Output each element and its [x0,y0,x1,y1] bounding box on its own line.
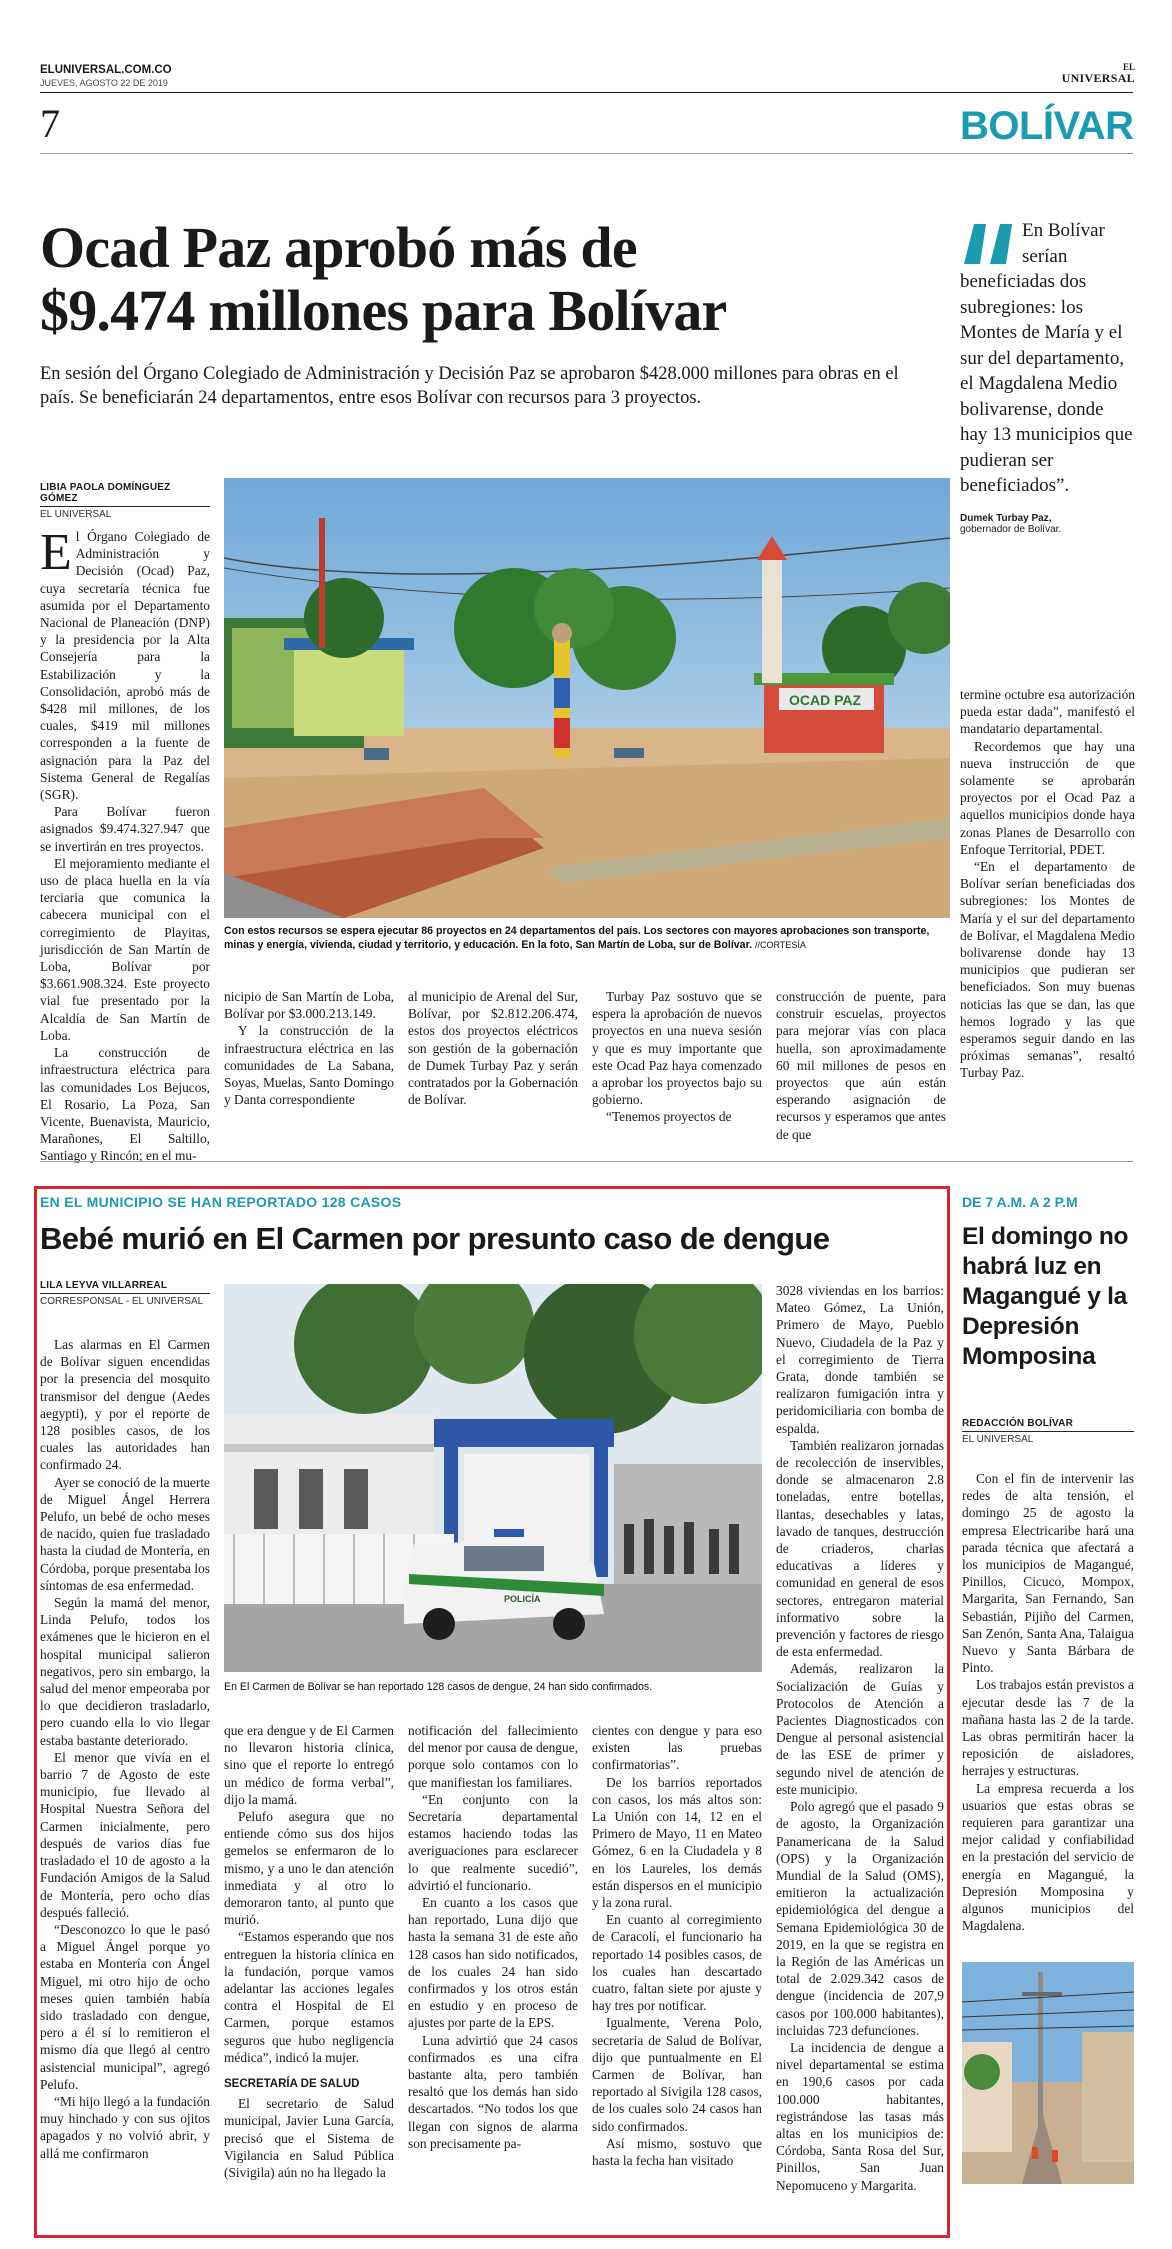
story2-col3-para-1: notificación del fallecimiento del menor por causa de dengue, porque solo contamos con lo que manifiestan los familiares. [408,1723,578,1790]
story2-col1-para-3: Según la mamá del menor, Linda Pelufo, todos los exámenes que le hicieron en el hospital municipal salieron negativos, pero sin embargo, la salud del menor empeoraba por lo que decidieron trasladarlo, pero cuando ella lo vio llegar estaba bastante deteriorado. [40,1595,210,1748]
quote-role: gobernador de Bolívar. [960,523,1062,535]
story1-column-5 [776,988,946,1143]
pull-quote [960,218,1135,535]
story3-para-1: Con el fin de intervenir las redes de alta tensión, el domingo 25 de agosto la empresa Electricaribe hará una parada técnica que afectará a los municipios de Magangué, Pinillos, Cicuco, Mompox, Margarita, San Fernando, San Sebastián, Pijiño del Carmen, San Zenón, Santa Ana, Talaigua Nuevo y Santa Bárbara de Pinto. [962,1471,1134,1676]
police-car-text: POLICÍA [504,1594,541,1604]
story2-headline: Bebé murió en El Carmen por presunto caso de dengue [40,1221,830,1256]
story1-col1-para-3: El mejoramiento mediante el uso de placa huella en la vía terciaria que comunica la cabecera municipal con el corregimiento de Playitas, jurisdicción de San Martín de Loba, Bolívar por $3.661.908.324. Este proyecto vial fue presentado por la Alcaldía de San Martín de Loba. [40,855,210,1043]
story2-col1-para-6: “Mi hijo llegó a la fundación muy hinchado y con sus ojitos apagados y no volvió abrir, y allá me confirmaron [40,2093,210,2161]
photo-sign-text: OCAD PAZ [789,692,862,708]
site-url[interactable]: ELUNIVERSAL.COM.CO [40,64,172,76]
story2-byline-organization: CORRESPONSAL - EL UNIVERSAL [40,1296,204,1307]
story1-photo [224,478,950,918]
story2-col5-para-3: Además, realizaron la Socialización de Guías y Protocolos de Atención a Pacientes Diagnosticados con Dengue al personal asistencial de las ESE de primer y segundo nivel de atención de este municipio. [776,1661,944,1797]
quote-author: Dumek Turbay Paz, [960,512,1052,524]
story3-column [962,1470,1134,1934]
masthead-rule [40,92,1133,93]
story1-col6-para-1: termine octubre esa autorización pueda estar dada”, manifestó el mandatario departamental. [960,687,1135,737]
story2-col1-para-2: Ayer se conoció de la muerte de Miguel Ángel Herrera Pelufo, un bebé de ocho meses de nacido, quien fue trasladado hasta la ciudad de Montería, en Córdoba, porque presentaba los síntomas de esa enfermedad. [40,1474,210,1593]
byline-author: LIBIA PAOLA DOMÍNGUEZ GÓMEZ [40,482,210,507]
story2-col5-para-1: 3028 viviendas en los barrios: Mateo Gómez, La Unión, Primero de Mayo, Pueblo Nuevo, Ciudadela de la Paz y el corregimiento de Tierra Grata, donde también se realizaron fumigación intra y peridomiciliaria con bomba de espalda. [776,1283,944,1436]
story1-col4-para-1: Turbay Paz sostuvo que se espera la aprobación de nuevos proyectos en una nueva sesión y que es muy importante que este Ocad Paz haya comenzado a aprobar los proyectos bajo su gobierno. [592,989,762,1108]
story2-col3-para-3: En cuanto a los casos que han reportado, Luna dijo que hasta la semana 31 de este año 128 casos han sido notificados, de los cuales 24 han sido confirmados y los otros están en estudio y en proceso de ajustes por parte de la EPS. [408,1895,578,2031]
story2-byline-author: LILA LEYVA VILLARREAL [40,1280,210,1294]
story3-photo [962,1962,1134,2184]
quote-mark-icon [960,220,1016,266]
story2-column-3 [408,1722,578,2152]
story2-photo-caption: En El Carmen de Bolívar se han reportado 128 casos de dengue, 24 han sido confirmados. [224,1681,653,1693]
story2-col3-para-2: “En conjunto con la Secretaría departamental estamos haciendo todas las averiguaciones para esclarecer lo que realmente sucedió”, advirtió el funcionario. [408,1791,578,1893]
story1-col5-para-1: construcción de puente, para construir escuelas, proyectos para mejorar vías con placa huella, son aproximadamente 60 mil millones de pesos en proyectos que aún están esperando asignación de recursos y esperamos que antes de que [776,989,946,1142]
story1-col1-para-2: Para Bolívar fueron asignados $9.474.327.947 que se invertirán en tres proyectos. [40,804,210,854]
story1-headline-line2: $9.474 millones para Bolívar [40,278,727,343]
story1-col4-para-2: “Tenemos proyectos de [606,1109,732,1125]
story3-kicker: DE 7 A.M. A 2 P.M [962,1194,1078,1210]
story1-col6-para-3: “En el departamento de Bolívar serían beneficiadas dos subregiones: los Montes de María y el sur del departamento de Bolívar, el Magdalena Medio bolivarense donde hay 13 municipios que pudieran ser beneficiados. Son muy buenas noticias las que se dan, las que hemos logrado y las que esperamos seguir dando en las próximas semanas”, resaltó Turbay Paz. [960,859,1135,1081]
story1-col3-para-1: al municipio de Arenal del Sur, Bolívar, por $2.812.206.474, estos dos proyectos eléctricos son gestión de la gobernación de Dumek Turbay Paz y serán contratados por la Gobernación de Bolívar. [408,989,578,1108]
story1-deck: En sesión del Órgano Colegiado de Administración y Decisión Paz se aprobaron $428.000 millones para obras en el país. Se beneficiarán 24 departamentos, entre esos Bolívar con recursos para 3 proyectos. [40,364,899,408]
story2-col5-para-2: También realizaron jornadas de recolección de inservibles, donde se almacenaron 2.8 toneladas, entre botellas, llantas, desechables y latas, lavado de tanques, destrucción de criaderos, charlas educativas a líderes y comunidad en general de esos sectores, entregaron material informativo sobre la prevención y factores de riesgo de esta enfermedad. [776,1437,944,1660]
story1-col1-para-4: La construcción de infraestructura eléctrica para las comunidades Los Bejucos, El Rosario, La Poza, San Vicente, Buenavista, Mauricio, Marañones, El Saltillo, Santiago y Rincón; en el mu- [40,1045,210,1164]
story2-col2-para-3: “Estamos esperando que nos entreguen la historia clínica en la fundación, porque vamos adelantar las acciones legales contra el Hospital de El Carmen, porque estamos seguros que hubo negligencia médica”, indicó la mujer. [224,1929,394,2065]
story1-column-4 [592,988,762,1126]
story2-column-5 [776,1282,944,2194]
story2-col1-para-5: “Desconozco lo que le pasó a Miguel Ángel porque yo estaba en Montería con Ángel Miguel, mi otro hijo de ocho meses quien también había sido trasladado con dengue, pero a él sí lo remitieron el mismo día que llegó al centro asistencial municipal”, agregó Pelufo. [40,1921,210,2092]
story2-subhead: SECRETARÍA DE SALUD [224,2078,360,2091]
story3-headline: El domingo no habrá luz en Magangué y la Depresión Momposina [962,1223,1129,1370]
story2-column-1 [40,1336,210,2162]
story1-headline-line1: Ocad Paz aprobó más de [40,215,637,280]
story2-col4-para-4: Igualmente, Verena Polo, secretaria de Salud de Bolívar, dijo que puntualmente en El Carmen de Bolívar, han reportado al Sivigila 128 casos, de los cuales solo 24 casos han sido confirmados. [592,2015,762,2134]
story3-byline-organization: EL UNIVERSAL [962,1434,1034,1445]
story1-col2-para-1: nicipio de San Martín de Loba, Bolívar por $3.000.213.149. [224,989,394,1022]
story1-photo-caption [224,924,950,952]
newspaper-logo [1055,62,1135,84]
story3-para-3: La empresa recuerda a los usuarios que estas obras se requieren para garantizar una mejor calidad y confiabilidad en la prestación del servicio de energía en Magangué, la Depresión Momposina y algunos municipios del Magdalena. [962,1780,1134,1934]
story2-col4-para-1: cientes con dengue y para eso existen las pruebas confirmatorias”. [592,1723,762,1773]
section-name: BOLÍVAR [960,104,1134,148]
story3-byline [962,1418,1134,1445]
logo-bottom: UNIVERSAL [1061,71,1135,85]
story2-col1-para-4: El menor que vivía en el barrio 7 de Agosto de este municipio, fue llevado al Hospital Nuestra Señora del Carmen inicialmente, pero después de varios días fue trasladado el 10 de agosto a la Fundación Amigos de la Salud de Montería, pero ocho días después falleció. [40,1749,210,1920]
logo-top: EL [1122,62,1135,72]
byline-organization: EL UNIVERSAL [40,509,112,520]
story1-col6-para-2: Recordemos que hay una nueva instrucción de que solamente se aprobarán proyectos por el Ocad Paz a aquellos municipios donde haya zonas Planes de Desarrollo con Enfoque Territorial, PDET. [960,738,1135,857]
story2-byline [40,1280,210,1307]
story1-column-6 [960,686,1135,1082]
section-rule [40,153,1133,154]
story2-col4-para-5: Así mismo, sostuvo que hasta la fecha han visitado [592,2135,762,2169]
story1-caption-text: Con estos recursos se espera ejecutar 86 proyectos en 24 departamentos del país. Los sectores con mayores aprobaciones son transporte, minas y energía, vivienda, ciudad y territorio, y educación. En la foto, San Martín de Loba, sur de Bolívar. [224,925,930,951]
pull-quote-text: En Bolívar serían beneficiadas dos subregiones: los Montes de María y el sur del departamento, el Magdalena Medio bolivarense, donde hay 13 municipios que pudieran ser beneficiados”. [960,220,1133,496]
story2-column-2 [224,1722,394,2181]
story2-col5-para-5: La incidencia de dengue a nivel departamental se estima en 190,6 casos por cada 100.000 habitantes, registrándose las tasas más altas en los municipios de: Córdoba, Santa Rosa del Sur, Pinillos, San Juan Nepomuceno y Margarita. [776,2039,944,2193]
section-divider [40,1161,1133,1162]
story1-col1-para-1: El Órgano Colegiado de Administración y Decisión (Ocad) Paz, cuya secretaría técnica fue asumida por el Departamento Nacional de Planeación (DNP) y la presidencia por la Alta Consejería para la Estabilización y la Consolidación, aprobó más de $428 mil millones, de los cuales, $419 mil millones corresponden a la fuente de asignación para la Paz del Sistema General de Regalías (SGR). [40,524,210,803]
story1-byline [40,482,210,520]
story2-col3-para-4: Luna advirtió que 24 casos confirmados es una cifra bastante alta, pero también resaltó que los demás han sido descartados. “No todos los que llegan con signos de alarma son precisamente pa- [408,2032,578,2151]
story1-headline [40,216,960,342]
story2-photo [224,1284,762,1672]
story1-column-1 [40,524,210,1165]
story3-byline-author: REDACCIÓN BOLÍVAR [962,1418,1134,1432]
story1-column-2 [224,988,394,1108]
story2-col2-para-4: El secretario de Salud municipal, Javier Luna García, precisó que el Sistema de Vigilancia en Salud Pública (Sivigila) aún no ha llegado la [224,2096,394,2181]
story2-column-4 [592,1722,762,2169]
story2-col4-para-2: De los barrios reportados con casos, los más altos son: La Unión con 14, 12 en el Primero de Mayo, 11 en Mateo Gómez, 6 en la Ciudadela y 8 en los Laureles, los demás están dispersos en el municipio y la zona rural. [592,1774,762,1911]
issue-date: JUEVES, AGOSTO 22 DE 2019 [40,78,168,88]
story2-col5-para-4: Polo agregó que el pasado 9 de agosto, la Organización Panamericana de la Salud (OPS) y la Organización Mundial de la Salud (OMS), emitieron la actualización epidemiológica del dengue a Semana Epidemiológica 30 de 2019, en la que se registra en la Región de las Américas un total de 2.029.342 casos de dengue (incidencia de 207,9 casos por 100.000 habitantes), incluidas 723 defunciones. [776,1799,944,2038]
dropcap: E [40,524,72,581]
story1-column-3 [408,988,578,1108]
story2-col1-para-1: Las alarmas en El Carmen de Bolívar siguen encendidas por la presencia del mosquito transmisor del dengue (Aedes aegypti), y por el reporte de 128 posibles casos, de los cuales las autoridades han confirmado 24. [40,1337,210,1473]
story1-col2-para-2: Y la construcción de la infraestructura eléctrica en las comunidades de La Sabana, Soyas, Muelas, Santo Domingo y Danta correspondiente [224,1023,394,1108]
story2-col2-para-2: Pelufo asegura que no entiende cómo sus dos hijos gemelos se enfermaron de lo mismo, y a uno le dan atención inmediata y al otro lo demoraron tanto, al punto que murió. [224,1809,394,1928]
story2-kicker: EN EL MUNICIPIO SE HAN REPORTADO 128 CASOS [40,1194,402,1210]
story2-col4-para-3: En cuanto al corregimiento de Caracolí, el funcionario ha reportado 14 posibles casos, de los cuales han descartado cuatro, faltan siete por ajuste y hay tres por notificar. [592,1912,762,2014]
story1-caption-credit: //CORTESÍA [755,940,806,950]
page-number: 7 [40,101,60,146]
story2-col2-para-1: que era dengue y de El Carmen no llevaron historia clínica, sino que el reporte lo entregó un médico de forma verbal”, dijo la mamá. [224,1723,394,1807]
story3-para-2: Los trabajos están previstos a ejecutar desde las 7 de la mañana hasta las 2 de la tarde. Las obras permitirán hacer la reposición de aisladores, herrajes y estructuras. [962,1677,1134,1779]
